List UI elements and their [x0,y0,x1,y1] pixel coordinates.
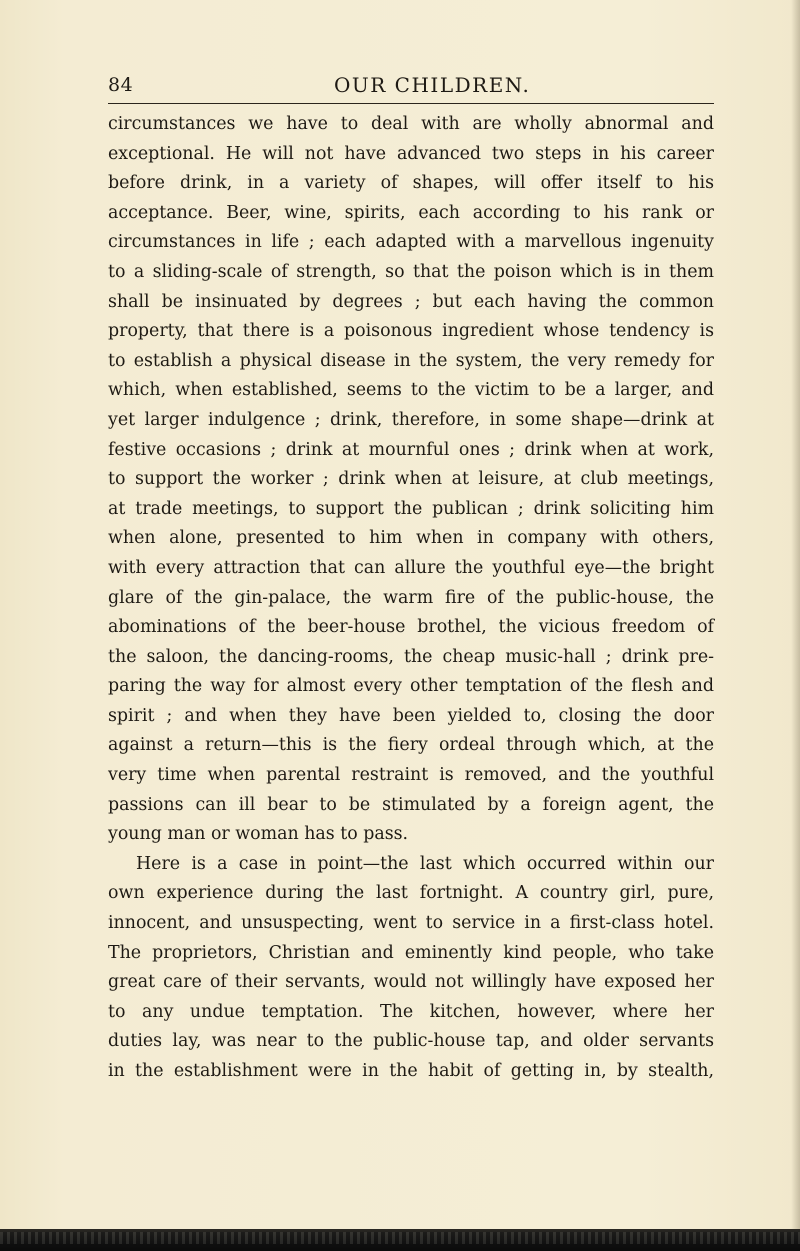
text-line: when alone, presented to him when in company with others, [108,528,714,549]
body-text [108,110,714,1087]
text-line: the saloon, the dancing-rooms, the cheap music-hall ; drink pre- [108,646,714,667]
text-line: at trade meetings, to support the publican ; drink soliciting him [108,498,714,519]
header-rule [108,103,714,104]
text-line: with every attraction that can allure the youthful eye—the bright [108,557,714,578]
text-line: Here is a case in point—the last which occurred within our [136,853,714,874]
text-line: own experience during the last fortnight. A country girl, pure, [108,883,714,904]
text-line: spirit ; and when they have been yielded to, closing the door [108,705,714,726]
text-line: acceptance. Beer, wine, spirits, each according to his rank or [108,202,714,223]
text-line: which, when established, seems to the victim to be a larger, and [108,380,714,401]
text-line: circumstances in life ; each adapted with a marvellous ingenuity [108,232,714,253]
text-line: innocent, and unsuspecting, went to service in a first-class hotel. [108,913,714,934]
text-line: young man or woman has to pass. [108,824,409,845]
text-line: to any undue temptation. The kitchen, however, where her [108,1001,714,1022]
page-header [108,74,713,100]
text-line: The proprietors, Christian and eminently kind people, who take [108,942,714,963]
scan-bottom-edge [0,1229,800,1251]
text-line: shall be insinuated by degrees ; but each having the common [108,291,714,312]
text-line: in the establishment were in the habit of getting in, by stealth, [108,1061,714,1081]
scan-edge-texture [0,1232,800,1244]
text-line: property, that there is a poisonous ingredient whose tendency is [108,321,714,342]
text-line: to support the worker ; drink when at leisure, at club meetings, [108,469,714,490]
text-line: circumstances we have to deal with are wholly abnormal and [108,114,714,134]
text-line: against a return—this is the fiery ordeal through which, at the [108,735,714,756]
page-edge-shadow [791,0,800,1251]
page-number: 84 [108,74,134,96]
text-line: passions can ill bear to be stimulated by a foreign agent, the [108,794,714,815]
text-line: great care of their servants, would not willingly have exposed her [108,972,714,993]
text-line: abominations of the beer-house brothel, the vicious freedom of [108,617,714,638]
text-line: paring the way for almost every other temptation of the flesh and [108,676,714,697]
text-line: festive occasions ; drink at mournful ones ; drink when at work, [108,439,714,460]
text-line: exceptional. He will not have advanced two steps in his career [108,143,714,164]
text-line: to establish a physical disease in the system, the very remedy for [108,350,714,371]
text-line: to a sliding-scale of strength, so that the poison which is in them [108,261,714,282]
text-line: before drink, in a variety of shapes, will offer itself to his [108,173,714,194]
text-line: glare of the gin-palace, the warm fire of the public-house, the [108,587,714,608]
text-line: duties lay, was near to the public-house tap, and older servants [108,1031,714,1052]
running-head: OUR CHILDREN. [334,73,531,97]
text-line: very time when parental restraint is removed, and the youthful [108,765,714,786]
text-line: yet larger indulgence ; drink, therefore, in some shape—drink at [108,409,714,430]
